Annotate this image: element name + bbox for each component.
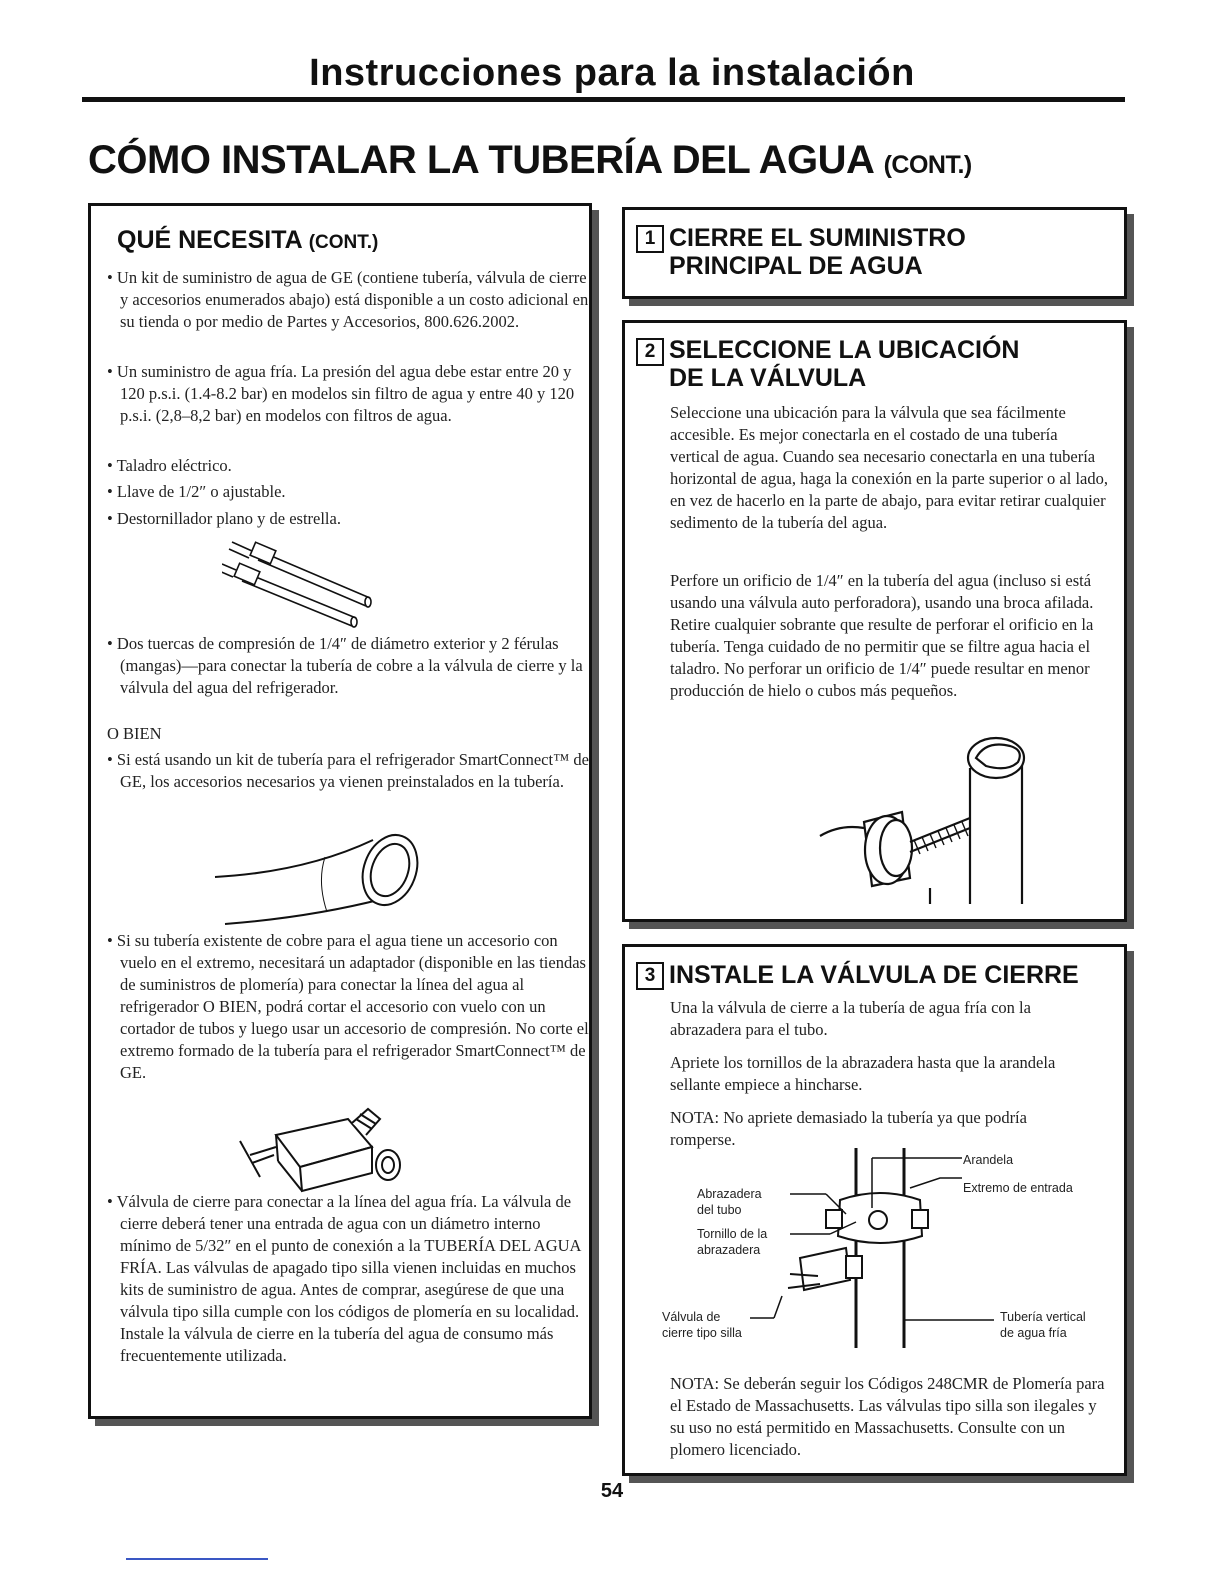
left-heading-cont: (CONT.) <box>308 232 379 253</box>
list-item: • Destornillador plano y de estrella. <box>107 509 341 528</box>
list-item-text: Dos tuercas de compresión de 1/4″ de diámetro exterior y 2 férulas (mangas)—para conectar la tubería de cobre a la válvula de cierre y la válvula del agua del refrigerador. <box>116 634 583 697</box>
step-3-massachusetts-note: NOTA: Se deberán seguir los Códigos 248CMR de Plomería para el Estado de Massachusetts. Las válvulas tipo silla son ilegales y su uso no está permitido en Massachusetts. Consulte con un plomero licenciado. <box>670 1374 1105 1459</box>
page-number: 54 <box>600 1480 624 1502</box>
list-item: • Llave de 1/2″ o ajustable. <box>107 482 286 501</box>
label-abrazadera-line1: Abrazadera <box>697 1187 762 1201</box>
label-valvula <box>662 1309 742 1341</box>
list-item-text: Taladro eléctrico. <box>116 456 232 475</box>
section-title-text: CÓMO INSTALAR LA TUBERÍA DEL AGUA <box>88 138 873 182</box>
step-2-title <box>669 336 1019 392</box>
list-item: • Taladro eléctrico. <box>107 456 232 475</box>
list-item-text: Si su tubería existente de cobre para el agua tiene un accesorio con vuelo en el extremo, necesitará un adaptador (disponible en las tiendas de suministros de plomería) para conectar la línea del agua al refrigerador O BIEN, podrá cortar el accesorio con vuelo con un cortador de tubos y luego usar un accesorio de compresión. No corte el extremo formado de la tubería para el refrigerador SmartConnect™ de GE. <box>116 931 589 1082</box>
label-valvula-line1: Válvula de <box>662 1310 721 1324</box>
step-2-paragraph-1: Seleccione una ubicación para la válvula que sea fácilmente accesible. Es mejor conectarla en el costado de una tubería vertical de agua. Cuando sea necesario conectarla en una tubería horizontal de agua, haga la conexión en la parte superior o al lado, en vez de hacerlo en la parte de abajo, para evitar retirar cualquier sedimento de la tubería del agua. <box>670 403 1108 532</box>
list-item-text: Destornillador plano y de estrella. <box>116 509 341 528</box>
step-2-paragraph-2: Perfore un orificio de 1/4″ en la tubería del agua (incluso si está usando una válvula auto perforadora), usando una broca afilada. Retire cualquier sobrante que resulte de perforar el orificio en la tubería. Tenga cuidado de no permitir que se filtre agua hacia el taladro. No perforar un orificio de 1/4″ puede resultar en menor producción de hielo o cubos más pequeños. <box>670 571 1094 700</box>
page-header-title: Instrucciones para la instalación <box>309 52 915 94</box>
copper-tube-illustration <box>205 822 425 932</box>
label-tornillo <box>697 1226 767 1258</box>
label-tuberia-line2: de agua fría <box>1000 1326 1067 1340</box>
left-heading-text: QUÉ NECESITA <box>117 226 302 254</box>
step-1-title-line2: PRINCIPAL DE AGUA <box>669 252 923 280</box>
drill-pipe-illustration <box>810 728 1030 910</box>
label-abrazadera-line2: del tubo <box>697 1203 742 1217</box>
o-bien-text: O BIEN <box>107 724 162 743</box>
list-item-text: Si está usando un kit de tubería para el refrigerador SmartConnect™ de GE, los accesorios necesarios ya vienen preinstalados en la tubería. <box>116 750 589 791</box>
step-1-number: 1 <box>636 225 664 253</box>
list-item-text: Llave de 1/2″ o ajustable. <box>116 482 286 501</box>
step-3-paragraph-3: NOTA: No apriete demasiado la tubería ya que podría romperse. <box>670 1108 1027 1149</box>
label-tornillo-line1: Tornillo de la <box>697 1227 768 1241</box>
step-1-title <box>669 224 966 280</box>
shutoff-valve-illustration <box>230 1105 410 1193</box>
step-3-title: INSTALE LA VÁLVULA DE CIERRE <box>669 961 1079 989</box>
list-item: • Si está usando un kit de tubería para el refrigerador SmartConnect™ de GE, los accesorios necesarios ya vienen preinstalados en la tubería. <box>107 750 589 791</box>
step-2-title-line1: SELECCIONE LA UBICACIÓN <box>669 336 1020 364</box>
list-item-text: Un suministro de agua fría. La presión del agua debe estar entre 20 y 120 p.s.i. (1.4-8.2 bar) en modelos sin filtro de agua y entre 40 y 120 p.s.i. (2,8–8,2 bar) en modelos con filtros de agua. <box>116 362 575 425</box>
step-3-paragraph-1: Una la válvula de cierre a la tubería de agua fría con la abrazadera para el tubo. <box>670 998 1031 1039</box>
step-3-number: 3 <box>636 962 664 990</box>
section-title <box>88 138 972 183</box>
step-1-title-line1: CIERRE EL SUMINISTRO <box>669 224 966 252</box>
step-3-paragraph-2: Apriete los tornillos de la abrazadera hasta que la arandela sellante empiece a hincharse. <box>670 1053 1056 1094</box>
list-item: • Un kit de suministro de agua de GE (contiene tubería, válvula de cierre y accesorios enumerados abajo) está disponible a un costo adicional en su tienda o por medio de Partes y Accesorios, 800.626.2002. <box>107 268 589 331</box>
step-2-number: 2 <box>636 338 664 366</box>
label-extremo-entrada: Extremo de entrada <box>963 1181 1073 1195</box>
label-tuberia <box>1000 1309 1086 1341</box>
list-item: • Dos tuercas de compresión de 1/4″ de diámetro exterior y 2 férulas (mangas)—para conectar la tubería de cobre a la válvula de cierre y la válvula del agua del refrigerador. <box>107 634 583 697</box>
step-2-title-line2: DE LA VÁLVULA <box>669 364 867 392</box>
list-item-text: Válvula de cierre para conectar a la línea del agua fría. La válvula de cierre deberá tener una entrada de agua con un diámetro interno mínimo de 5/32″ en el punto de conexión a la TUBERÍA DEL AGUA FRÍA. Las válvulas de apagado tipo silla vienen incluidas en muchos kits de suministro de agua. Antes de comprar, asegúrese de que una válvula tipo silla cumple con los códigos de plomería en su localidad. Instale la válvula de cierre en la tubería del agua de consumo más frecuentemente utilizada. <box>116 1192 581 1365</box>
list-item: • Un suministro de agua fría. La presión del agua debe estar entre 20 y 120 p.s.i. (1.4-8.2 bar) en modelos sin filtro de agua y entre 40 y 120 p.s.i. (2,8–8,2 bar) en modelos con filtros de agua. <box>107 362 575 425</box>
label-tuberia-line1: Tubería vertical <box>1000 1310 1086 1324</box>
label-tornillo-line2: abrazadera <box>697 1243 761 1257</box>
label-arandela: Arandela <box>963 1153 1014 1167</box>
left-heading <box>117 226 378 255</box>
section-title-cont: (CONT.) <box>883 151 972 179</box>
header-rule <box>82 97 1125 102</box>
list-item: • Válvula de cierre para conectar a la línea del agua fría. La válvula de cierre deberá tener una entrada de agua con un diámetro interno mínimo de 5/32″ en el punto de conexión a la TUBERÍA DEL AGUA FRÍA. Las válvulas de apagado tipo silla vienen incluidas en muchos kits de suministro de agua. Antes de comprar, asegúrese de que una válvula tipo silla cumple con los códigos de plomería en su localidad. Instale la válvula de cierre en la tubería del agua de consumo más frecuentemente utilizada. <box>107 1192 581 1365</box>
list-item: • Si su tubería existente de cobre para el agua tiene un accesorio con vuelo en el extremo, necesitará un adaptador (disponible en las tiendas de suministros de plomería) para conectar la línea del agua al refrigerador O BIEN, podrá cortar el accesorio con vuelo con un cortador de tubos y luego usar un accesorio de compresión. No corte el extremo formado de la tubería para el refrigerador SmartConnect™ de GE. <box>107 931 589 1082</box>
label-abrazadera <box>697 1186 762 1218</box>
label-valvula-line2: cierre tipo silla <box>662 1326 742 1340</box>
footer-line <box>126 1558 268 1560</box>
list-item-text: Un kit de suministro de agua de GE (contiene tubería, válvula de cierre y accesorios enumerados abajo) está disponible a un costo adicional en su tienda o por medio de Partes y Accesorios, 800.626.2002. <box>116 268 589 331</box>
compression-fittings-illustration <box>222 538 382 633</box>
